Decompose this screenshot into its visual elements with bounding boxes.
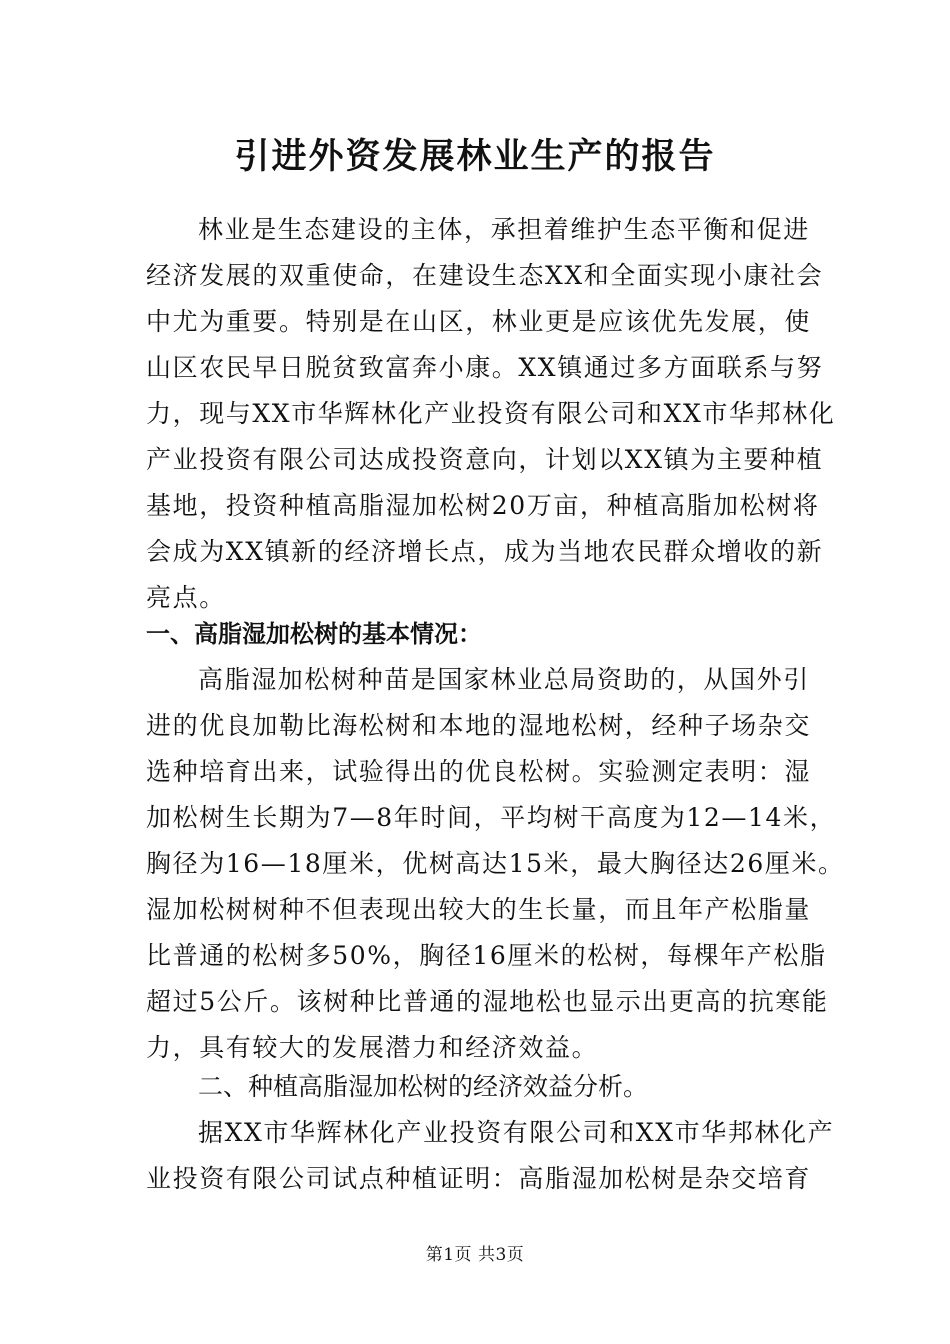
text-line: 会成为XX镇新的经济增长点，成为当地农民群众增收的新	[146, 537, 824, 566]
section-2	[146, 1064, 835, 1202]
text-line: 胸径为16—18厘米，优树高达15米，最大胸径达26厘米。	[146, 849, 845, 878]
text-line: 力，现与XX市华辉林化产业投资有限公司和XX市华邦林化	[146, 399, 836, 428]
text-line: 林业是生态建设的主体，承担着维护生态平衡和促进	[198, 215, 810, 244]
text-line: 加松树生长期为7—8年时间，平均树干高度为12—14米，	[146, 803, 837, 832]
text-line: 中尤为重要。特别是在山区，林业更是应该优先发展，使	[146, 307, 812, 336]
text-line: 经济发展的双重使命，在建设生态XX和全面实现小康社会	[146, 261, 824, 290]
text-line: 超过5公斤。该树种比普通的湿地松也显示出更高的抗寒能	[146, 987, 829, 1016]
text-line: 比普通的松树多50%，胸径16厘米的松树，每棵年产松脂	[146, 941, 827, 970]
text-line: 基地，投资种植高脂湿加松树20万亩，种植高脂加松树将	[146, 491, 820, 520]
text-line: 选种培育出来，试验得出的优良松树。实验测定表明：湿	[146, 757, 812, 786]
intro-paragraph	[146, 207, 836, 621]
page-footer: 第1页 共3页	[425, 1245, 525, 1265]
section-heading: 一、高脂湿加松树的基本情况：	[146, 620, 482, 648]
text-line: 进的优良加勒比海松树和本地的湿地松树，经种子场杂交	[146, 711, 812, 740]
text-line: 业投资有限公司试点种植证明：高脂湿加松树是杂交培育	[146, 1164, 812, 1193]
text-line: 山区农民早日脱贫致富奔小康。XX镇通过多方面联系与努	[146, 353, 824, 382]
text-line: 湿加松树树种不但表现出较大的生长量，而且年产松脂量	[146, 895, 812, 924]
text-line: 亮点。	[146, 583, 226, 612]
text-line: 力，具有较大的发展潜力和经济效益。	[146, 1033, 599, 1062]
document-title: 引进外资发展林业生产的报告	[234, 136, 716, 177]
section-1	[146, 611, 845, 1071]
section-heading: 二、种植高脂湿加松树的经济效益分析。	[198, 1072, 649, 1101]
text-line: 据XX市华辉林化产业投资有限公司和XX市华邦林化产	[198, 1118, 835, 1147]
text-line: 高脂湿加松树种苗是国家林业总局资助的，从国外引	[198, 665, 810, 694]
text-line: 产业投资有限公司达成投资意向，计划以XX镇为主要种植	[146, 445, 824, 474]
